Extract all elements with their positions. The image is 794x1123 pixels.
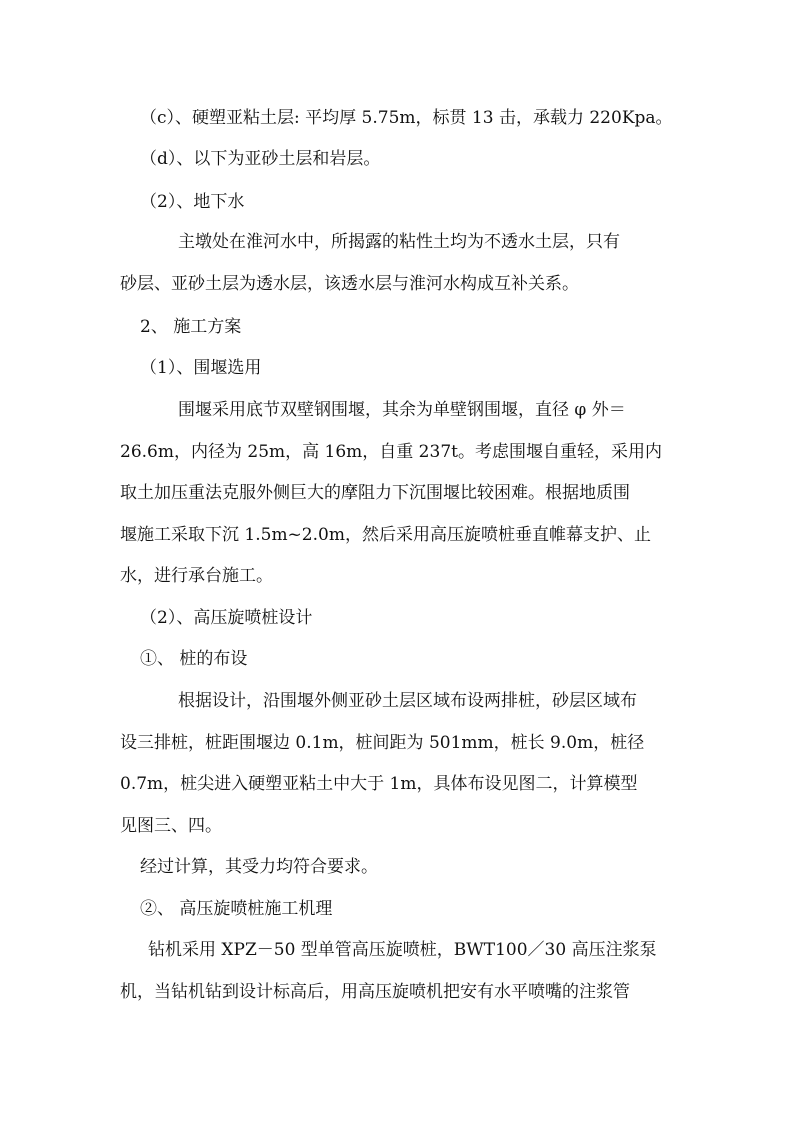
text-line: （d）、以下为亚砂土层和岩层。 — [140, 149, 381, 169]
text-line: 见图三、四。 — [120, 816, 222, 836]
text-line: 主墩处在淮河水中，所揭露的粘性土均为不透水土层，只有 — [178, 232, 620, 252]
text-line: 根据设计，沿围堰外侧亚砂土层区域布设两排桩，砂层区域布 — [178, 691, 637, 711]
text-line: 0.7m，桩尖进入硬塑亚粘土中大于 1m，具体布设见图二，计算模型 — [120, 774, 638, 794]
text-line: 水，进行承台施工。 — [120, 566, 273, 586]
subsection-heading: （1）、围堰选用 — [140, 358, 262, 378]
text-line: 设三排桩，桩距围堰边 0.1m，桩间距为 501mm，桩长 9.0m，桩径 — [120, 733, 645, 753]
text-line: 砂层、亚砂土层为透水层，该透水层与淮河水构成互补关系。 — [120, 274, 579, 294]
text-line: 钻机采用 XPZ－50 型单管高压旋喷桩，BWT100／30 高压注浆泵 — [148, 940, 657, 960]
text-line: 26.6m，内径为 25m，高 16m，自重 237t。考虑围堰自重轻，采用内 — [120, 442, 662, 462]
text-line: 经过计算，其受力均符合要求。 — [140, 857, 378, 877]
subsection-heading: （2）、高压旋喷桩设计 — [140, 608, 313, 628]
item-heading: ②、 高压旋喷桩施工机理 — [140, 899, 333, 919]
text-line: （2）、地下水 — [140, 192, 245, 212]
item-heading: ①、 桩的布设 — [140, 649, 248, 669]
text-line: 取土加压重法克服外侧巨大的摩阻力下沉围堰比较困难。根据地质围 — [120, 483, 630, 503]
section-heading: 2、 施工方案 — [140, 317, 242, 337]
text-line: 围堰采用底节双壁钢围堰，其余为单壁钢围堰，直径 φ 外＝ — [178, 400, 626, 420]
text-line: 堰施工采取下沉 1.5m~2.0m，然后采用高压旋喷桩垂直帷幕支护、止 — [120, 525, 651, 545]
text-line: 机，当钻机钻到设计标高后，用高压旋喷机把安有水平喷嘴的注浆管 — [120, 982, 630, 1002]
text-line: （c）、硬塑亚粘土层: 平均厚 5.75m，标贯 13 击，承载力 220Kpa。 — [140, 108, 673, 128]
